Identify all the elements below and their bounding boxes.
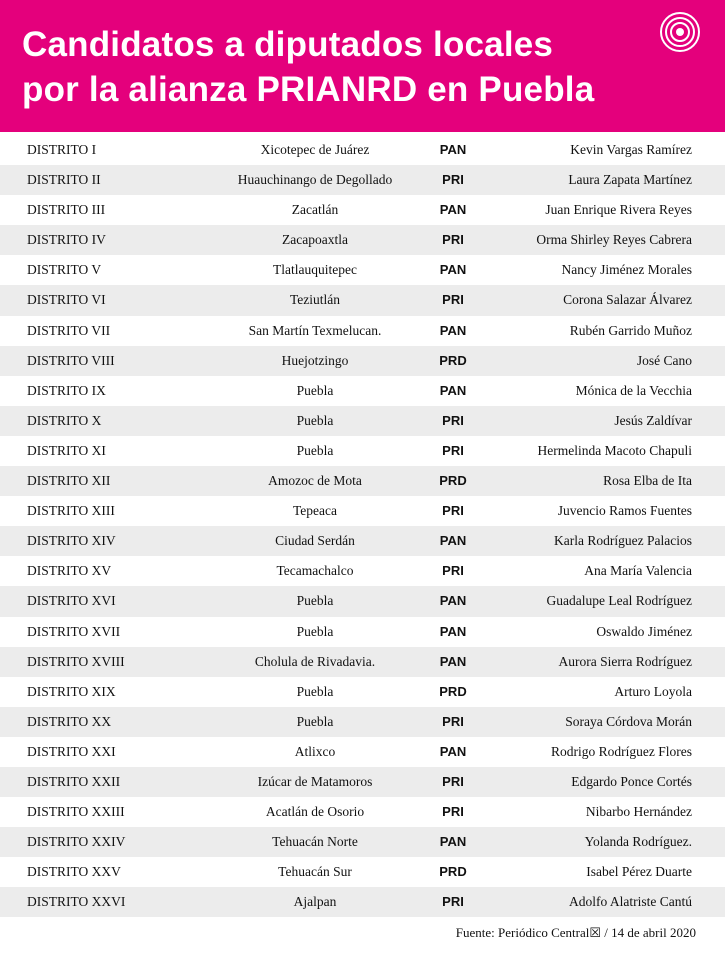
district-cell: DISTRITO II: [27, 172, 101, 188]
city-cell: Tepeaca: [292, 503, 337, 519]
candidate-cell: Ana María Valencia: [584, 563, 692, 579]
city-cell: San Martín Texmelucan.: [248, 322, 382, 338]
table-row: [0, 797, 725, 827]
district-cell: DISTRITO XIII: [27, 503, 115, 519]
party-cell: PAN: [439, 834, 467, 850]
party-cell: PRI: [442, 894, 464, 910]
city-cell: Puebla: [296, 623, 334, 639]
table-row: [0, 285, 725, 315]
party-cell: PRI: [442, 804, 464, 820]
candidate-cell: Adolfo Alatriste Cantú: [569, 894, 692, 910]
district-cell: DISTRITO IX: [27, 382, 106, 398]
district-cell: DISTRITO XXII: [27, 773, 121, 789]
header-banner: [0, 0, 725, 132]
candidate-cell: Arturo Loyola: [614, 683, 692, 699]
city-cell: Tlatlauquitepec: [273, 262, 357, 278]
district-cell: DISTRITO XVIII: [27, 653, 125, 669]
city-cell: Xicotepec de Juárez: [260, 142, 370, 157]
candidate-cell: Yolanda Rodríguez.: [584, 834, 692, 850]
table-row: [0, 707, 725, 737]
district-cell: DISTRITO X: [27, 412, 102, 428]
table-row: [0, 647, 725, 677]
party-cell: PAN: [439, 262, 467, 278]
table-row: [0, 827, 725, 857]
table-row: [0, 556, 725, 586]
candidate-cell: Karla Rodríguez Palacios: [554, 533, 692, 549]
district-cell: DISTRITO XVI: [27, 593, 116, 609]
city-cell: Cholula de Rivadavia.: [254, 653, 376, 669]
city-cell: Puebla: [296, 382, 334, 398]
candidate-cell: Rosa Elba de Ita: [603, 473, 692, 489]
candidate-cell: Soraya Córdova Morán: [565, 713, 692, 729]
party-cell: PRI: [442, 563, 464, 579]
table-row: [0, 406, 725, 436]
party-cell: PAN: [439, 202, 467, 218]
table-row: [0, 195, 725, 225]
candidate-cell: Orma Shirley Reyes Cabrera: [536, 232, 692, 248]
party-cell: PAN: [439, 623, 467, 639]
candidate-cell: Jesús Zaldívar: [614, 412, 692, 428]
city-cell: Zacapoaxtla: [282, 232, 348, 248]
candidate-cell: Laura Zapata Martínez: [568, 172, 692, 188]
candidate-cell: Oswaldo Jiménez: [596, 623, 692, 639]
district-cell: DISTRITO XXI: [27, 743, 116, 759]
table-row: [0, 677, 725, 707]
city-cell: Puebla: [296, 683, 334, 699]
district-cell: DISTRITO V: [27, 262, 102, 278]
district-cell: DISTRITO XXV: [27, 864, 121, 880]
city-cell: Puebla: [296, 713, 334, 729]
table-row: [0, 496, 725, 526]
candidate-cell: Edgardo Ponce Cortés: [571, 773, 692, 789]
candidate-cell: Hermelinda Macoto Chapuli: [537, 442, 692, 458]
candidate-cell: Rodrigo Rodríguez Flores: [551, 743, 692, 759]
candidate-cell: Juvencio Ramos Fuentes: [557, 503, 692, 519]
party-cell: PAN: [439, 322, 467, 338]
table-row: [0, 255, 725, 285]
district-cell: DISTRITO XXVI: [27, 894, 126, 910]
district-cell: DISTRITO XVII: [27, 623, 121, 639]
table-row: [0, 767, 725, 797]
district-cell: DISTRITO III: [27, 202, 106, 218]
district-cell: DISTRITO XII: [27, 473, 111, 489]
city-cell: Amozoc de Mota: [268, 473, 362, 489]
candidate-cell: Nancy Jiménez Morales: [561, 262, 692, 278]
table-row: [0, 737, 725, 767]
title-line-1: Candidatos a diputados locales: [22, 25, 554, 64]
city-cell: Tehuacán Norte: [272, 834, 358, 850]
candidate-cell: Aurora Sierra Rodríguez: [558, 653, 692, 669]
table-row: [0, 617, 725, 647]
candidate-cell: Isabel Pérez Duarte: [586, 864, 692, 880]
city-cell: Teziutlán: [289, 292, 341, 308]
party-cell: PRI: [442, 232, 464, 248]
party-cell: PRI: [442, 292, 464, 308]
concentric-circles-icon: [659, 11, 701, 53]
party-cell: PRI: [442, 773, 464, 789]
district-cell: DISTRITO VI: [27, 292, 106, 308]
city-cell: Huauchinango de Degollado: [237, 172, 393, 188]
table-row: [0, 586, 725, 616]
district-cell: DISTRITO I: [27, 142, 97, 157]
party-cell: PRI: [442, 713, 464, 729]
table-row: [0, 526, 725, 556]
district-cell: DISTRITO IV: [27, 232, 106, 248]
city-cell: Puebla: [296, 593, 334, 609]
city-cell: Ciudad Serdán: [275, 533, 355, 549]
district-cell: DISTRITO XI: [27, 442, 106, 458]
candidate-cell: Corona Salazar Álvarez: [563, 292, 692, 308]
city-cell: Puebla: [296, 412, 334, 428]
party-cell: PAN: [439, 533, 467, 549]
party-cell: PAN: [439, 653, 467, 669]
table-row: [0, 466, 725, 496]
city-cell: Huejotzingo: [281, 352, 349, 368]
table-row: [0, 346, 725, 376]
party-cell: PRI: [442, 442, 464, 458]
city-cell: Zacatlán: [291, 202, 339, 218]
candidates-table: [0, 135, 725, 917]
district-cell: DISTRITO VII: [27, 322, 111, 338]
source-footer: Fuente: Periódico Central☒ / 14 de abril 2020: [455, 925, 696, 940]
candidate-cell: Rubén Garrido Muñoz: [569, 322, 692, 338]
table-row: [0, 857, 725, 887]
candidate-cell: Mónica de la Vecchia: [575, 382, 692, 398]
party-cell: PRI: [442, 172, 464, 188]
party-cell: PRD: [439, 864, 467, 880]
candidate-cell: Guadalupe Leal Rodríguez: [546, 593, 692, 609]
table-row: [0, 887, 725, 917]
party-cell: PAN: [439, 382, 467, 398]
district-cell: DISTRITO XX: [27, 713, 112, 729]
title-line-2: por la alianza PRIANRD en Puebla: [22, 70, 595, 109]
party-cell: PRD: [439, 352, 467, 368]
table-row: [0, 225, 725, 255]
city-cell: Tehuacán Sur: [278, 864, 352, 880]
district-cell: DISTRITO XXIII: [27, 804, 125, 820]
party-cell: PRD: [439, 683, 467, 699]
district-cell: DISTRITO XIV: [27, 533, 116, 549]
table-row: [0, 316, 725, 346]
table-row: [0, 436, 725, 466]
city-cell: Tecamachalco: [276, 563, 354, 579]
party-cell: PAN: [439, 743, 467, 759]
party-cell: PAN: [439, 142, 467, 157]
party-cell: PAN: [439, 593, 467, 609]
candidate-cell: Nibarbo Hernández: [585, 804, 692, 820]
party-cell: PRI: [442, 503, 464, 519]
table-row: [0, 135, 725, 165]
city-cell: Izúcar de Matamoros: [257, 773, 373, 789]
party-cell: PRI: [442, 412, 464, 428]
district-cell: DISTRITO VIII: [27, 352, 115, 368]
city-cell: Ajalpan: [293, 894, 337, 910]
district-cell: DISTRITO XV: [27, 563, 112, 579]
party-cell: PRD: [439, 473, 467, 489]
candidate-cell: José Cano: [636, 352, 692, 368]
table-row: [0, 376, 725, 406]
candidate-cell: Kevin Vargas Ramírez: [570, 142, 692, 157]
page-title: [22, 22, 662, 112]
city-cell: Puebla: [296, 442, 334, 458]
district-cell: DISTRITO XXIV: [27, 834, 126, 850]
city-cell: Atlixco: [294, 743, 336, 759]
candidate-cell: Juan Enrique Rivera Reyes: [545, 202, 692, 218]
table-row: [0, 165, 725, 195]
district-cell: DISTRITO XIX: [27, 683, 116, 699]
city-cell: Acatlán de Osorio: [265, 804, 365, 820]
